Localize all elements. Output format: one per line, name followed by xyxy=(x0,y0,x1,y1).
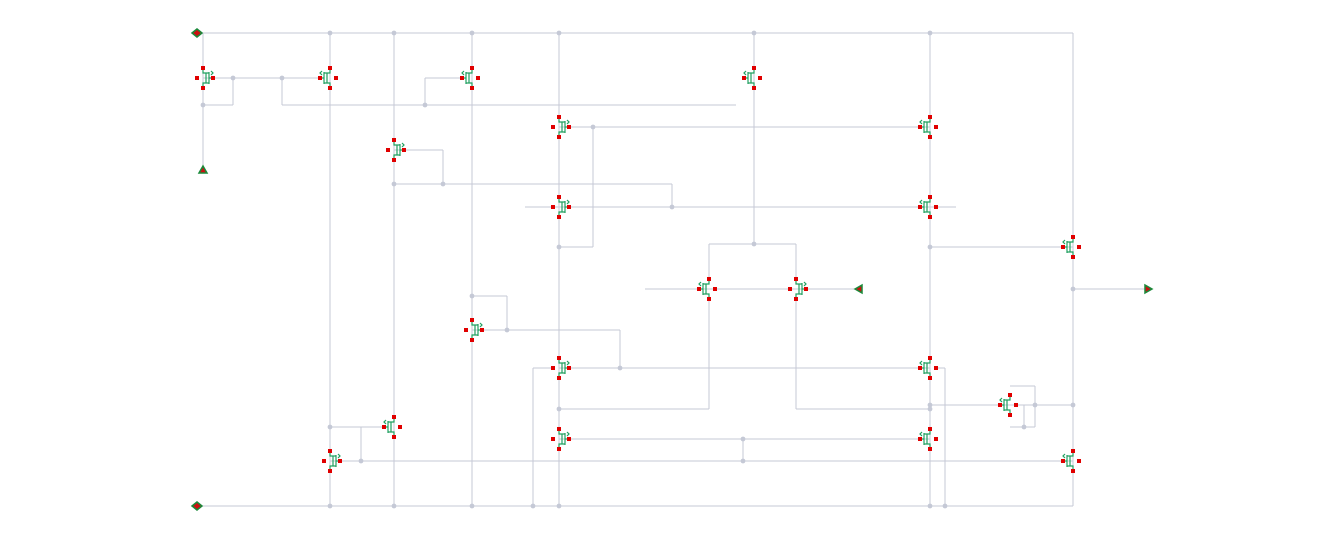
mosfet-transistor[interactable] xyxy=(742,66,762,90)
pin-terminal[interactable] xyxy=(334,76,338,80)
pin-terminal[interactable] xyxy=(1061,245,1065,249)
pin-terminal[interactable] xyxy=(1071,235,1075,239)
pin-terminal[interactable] xyxy=(934,366,938,370)
pin-terminal[interactable] xyxy=(804,287,808,291)
pin-terminal[interactable] xyxy=(794,277,798,281)
pin-terminal[interactable] xyxy=(713,287,717,291)
arrow-mark xyxy=(480,323,482,327)
mosfet-transistor[interactable] xyxy=(382,415,402,439)
arrow-mark xyxy=(1063,240,1065,244)
pin-terminal[interactable] xyxy=(752,86,756,90)
arrow-mark xyxy=(384,420,386,424)
wire-junction xyxy=(359,459,364,464)
supply-port-bottom-diamond-port-icon[interactable] xyxy=(192,502,202,510)
pin-terminal[interactable] xyxy=(201,66,205,70)
supply-port-top-diamond-port-icon[interactable] xyxy=(192,29,202,37)
pin-terminal[interactable] xyxy=(328,66,332,70)
wire-junction xyxy=(441,182,446,187)
pin-terminal[interactable] xyxy=(470,86,474,90)
pin-terminal[interactable] xyxy=(328,469,332,473)
pin-terminal[interactable] xyxy=(1008,393,1012,397)
wire-junction xyxy=(943,504,948,509)
arrow-mark xyxy=(920,120,922,124)
pin-terminal[interactable] xyxy=(928,447,932,451)
pin-terminal[interactable] xyxy=(392,415,396,419)
pin-terminal[interactable] xyxy=(1077,245,1081,249)
arrow-mark xyxy=(699,282,701,286)
pin-terminal[interactable] xyxy=(1008,413,1012,417)
pin-terminal[interactable] xyxy=(464,328,468,332)
wire-junction xyxy=(328,31,333,36)
pin-terminal[interactable] xyxy=(928,427,932,431)
wire-junction xyxy=(280,76,285,81)
pin-terminal[interactable] xyxy=(934,125,938,129)
pin-terminal[interactable] xyxy=(788,287,792,291)
pin-terminal[interactable] xyxy=(707,297,711,301)
pin-terminal[interactable] xyxy=(928,195,932,199)
arrow-mark xyxy=(567,120,569,124)
wire-junction xyxy=(392,31,397,36)
pin-terminal[interactable] xyxy=(557,356,561,360)
wire-junction xyxy=(470,504,475,509)
pin-terminal[interactable] xyxy=(211,76,215,80)
arrow-mark xyxy=(1000,398,1002,402)
wire-junction xyxy=(557,31,562,36)
arrow-mark xyxy=(567,432,569,436)
pin-terminal[interactable] xyxy=(382,425,386,429)
arrow-mark xyxy=(211,71,213,75)
arrow-mark xyxy=(338,454,340,458)
pin-terminal[interactable] xyxy=(567,366,571,370)
pin-terminal[interactable] xyxy=(398,425,402,429)
pin-terminal[interactable] xyxy=(402,148,406,152)
pin-terminal[interactable] xyxy=(338,459,342,463)
pin-terminal[interactable] xyxy=(557,115,561,119)
arrow-mark xyxy=(804,282,806,286)
pin-terminal[interactable] xyxy=(928,215,932,219)
wire-junction xyxy=(557,504,562,509)
wire-junction xyxy=(1071,403,1076,408)
mosfet-transistor[interactable] xyxy=(460,66,480,90)
pin-terminal[interactable] xyxy=(322,459,326,463)
pin-terminal[interactable] xyxy=(470,338,474,342)
mosfet-transistor[interactable] xyxy=(318,66,338,90)
pin-terminal[interactable] xyxy=(557,447,561,451)
wire-junction xyxy=(505,328,510,333)
pin-terminal[interactable] xyxy=(392,158,396,162)
arrow-mark xyxy=(462,71,464,75)
pin-terminal[interactable] xyxy=(557,215,561,219)
pin-terminal[interactable] xyxy=(707,277,711,281)
pin-terminal[interactable] xyxy=(551,366,555,370)
pin-terminal[interactable] xyxy=(328,449,332,453)
wire-junction xyxy=(531,504,536,509)
wire-junction xyxy=(328,425,333,430)
wire-junction xyxy=(752,242,757,247)
pin-terminal[interactable] xyxy=(318,76,322,80)
pin-terminal[interactable] xyxy=(551,437,555,441)
wire-junction xyxy=(928,245,933,250)
pin-terminal[interactable] xyxy=(392,435,396,439)
junction-layer xyxy=(201,31,1076,509)
wire-junction xyxy=(328,504,333,509)
wire-junction xyxy=(557,407,562,412)
pin-terminal[interactable] xyxy=(1071,449,1075,453)
wire-junction xyxy=(928,31,933,36)
pin-terminal[interactable] xyxy=(557,135,561,139)
pin-terminal[interactable] xyxy=(567,205,571,209)
pin-terminal[interactable] xyxy=(476,76,480,80)
pin-terminal[interactable] xyxy=(557,195,561,199)
pin-terminal[interactable] xyxy=(918,437,922,441)
wire-junction xyxy=(470,31,475,36)
pin-terminal[interactable] xyxy=(1071,255,1075,259)
pin-terminal[interactable] xyxy=(201,86,205,90)
arrow-mark xyxy=(920,361,922,365)
pin-terminal[interactable] xyxy=(697,287,701,291)
bias-port-triangle-port-icon[interactable] xyxy=(199,166,207,173)
pin-terminal[interactable] xyxy=(752,66,756,70)
pin-terminal[interactable] xyxy=(328,86,332,90)
pin-terminal[interactable] xyxy=(934,205,938,209)
output-port-triangle-port-icon[interactable] xyxy=(1145,285,1152,293)
wire-junction xyxy=(470,294,475,299)
input-port-triangle-port-icon[interactable] xyxy=(855,285,862,293)
pin-terminal[interactable] xyxy=(567,125,571,129)
pin-terminal[interactable] xyxy=(918,125,922,129)
arrow-mark xyxy=(567,200,569,204)
pin-terminal[interactable] xyxy=(195,76,199,80)
pin-terminal[interactable] xyxy=(470,66,474,70)
wire-junction xyxy=(741,459,746,464)
wire-junction xyxy=(1033,403,1038,408)
pin-terminal[interactable] xyxy=(470,318,474,322)
pin-terminal[interactable] xyxy=(1061,459,1065,463)
pin-terminal[interactable] xyxy=(567,437,571,441)
pin-terminal[interactable] xyxy=(551,125,555,129)
wire-junction xyxy=(752,31,757,36)
wire-junction xyxy=(392,504,397,509)
pin-terminal[interactable] xyxy=(918,366,922,370)
pin-terminal[interactable] xyxy=(758,76,762,80)
pin-terminal[interactable] xyxy=(928,376,932,380)
arrow-mark xyxy=(744,71,746,75)
arrow-mark xyxy=(1063,454,1065,458)
pin-terminal[interactable] xyxy=(928,135,932,139)
wire-junction xyxy=(1022,425,1027,430)
pin-terminal[interactable] xyxy=(928,356,932,360)
wire-junction xyxy=(618,366,623,371)
pin-terminal[interactable] xyxy=(998,403,1002,407)
pin-terminal[interactable] xyxy=(557,376,561,380)
pin-terminal[interactable] xyxy=(460,76,464,80)
pin-terminal[interactable] xyxy=(918,205,922,209)
arrow-mark xyxy=(567,361,569,365)
pin-terminal[interactable] xyxy=(794,297,798,301)
pin-terminal[interactable] xyxy=(1071,469,1075,473)
wire-layer xyxy=(197,33,1148,506)
wire-junction xyxy=(231,76,236,81)
pin-terminal[interactable] xyxy=(480,328,484,332)
pin-terminal[interactable] xyxy=(551,205,555,209)
wire-junction xyxy=(1071,287,1076,292)
wire-junction xyxy=(928,403,933,408)
pin-terminal[interactable] xyxy=(928,115,932,119)
pin-terminal[interactable] xyxy=(742,76,746,80)
pin-terminal[interactable] xyxy=(1077,459,1081,463)
arrow-mark xyxy=(920,200,922,204)
wire-junction xyxy=(741,437,746,442)
wire-junction xyxy=(423,103,428,108)
arrow-mark xyxy=(402,143,404,147)
arrow-mark xyxy=(320,71,322,75)
pin-terminal[interactable] xyxy=(392,138,396,142)
wire-junction xyxy=(591,125,596,130)
pin-terminal[interactable] xyxy=(1014,403,1018,407)
pin-terminal[interactable] xyxy=(934,437,938,441)
wire-junction xyxy=(928,504,933,509)
wire-junction xyxy=(201,103,206,108)
pin-terminal[interactable] xyxy=(386,148,390,152)
wire-junction xyxy=(392,182,397,187)
arrow-mark xyxy=(920,432,922,436)
wire-junction xyxy=(670,205,675,210)
pin-terminal[interactable] xyxy=(557,427,561,431)
wire-junction xyxy=(557,245,562,250)
port-layer xyxy=(192,29,1152,510)
